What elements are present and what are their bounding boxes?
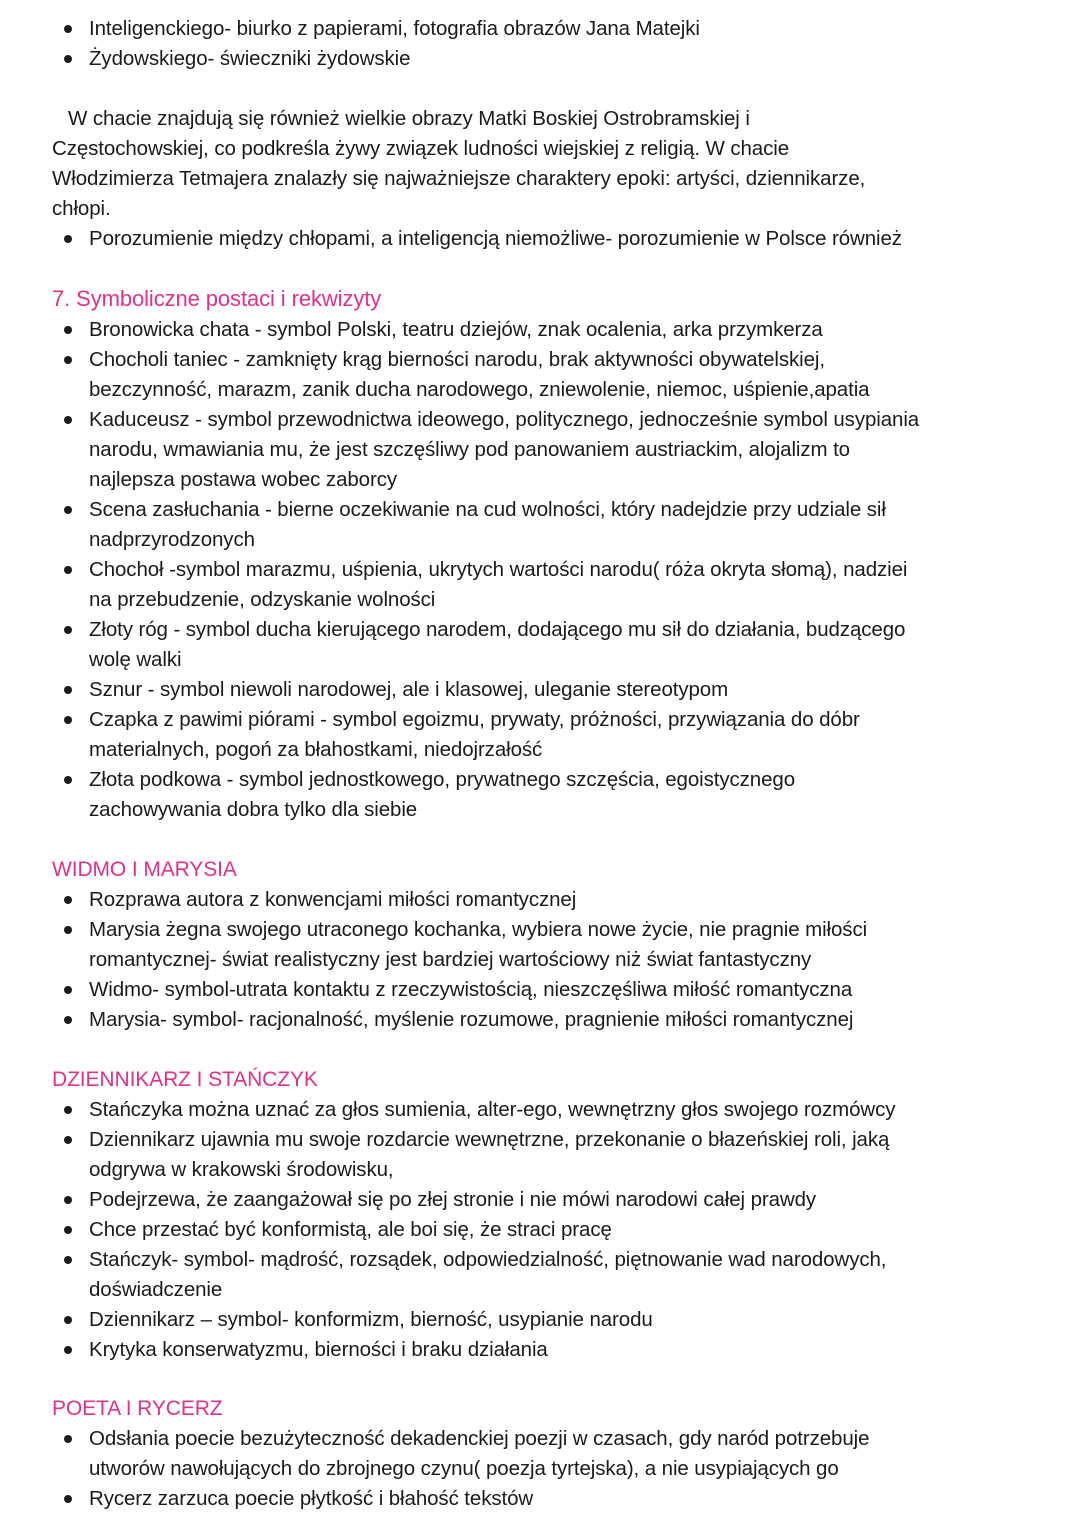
list-item-continuation: odgrywa w krakowski środowisku,	[89, 1158, 394, 1181]
list-item: Złoty róg - symbol ducha kierującego narodem, dodającego mu sił do działania, budzącego	[89, 618, 906, 641]
bullet-icon	[64, 926, 72, 934]
list-item: Odsłania poecie bezużyteczność dekadenckiej poezji w czasach, gdy naród potrzebuje	[89, 1427, 870, 1450]
list-item-continuation: bezczynność, marazm, zanik ducha narodowego, zniewolenie, niemoc, uśpienie,apatia	[89, 378, 870, 401]
list-item-continuation: doświadczenie	[89, 1278, 223, 1301]
paragraph-line: Częstochowskiej, co podkreśla żywy związek ludności wiejskiej z religią. W chacie	[52, 137, 790, 160]
list-item-continuation: najlepsza postawa wobec zaborcy	[89, 468, 397, 491]
list-item: Dziennikarz ujawnia mu swoje rozdarcie wewnętrzne, przekonanie o błazeńskiej roli, jaką	[89, 1128, 890, 1151]
bullet-icon	[64, 356, 72, 364]
list-item: Widmo- symbol-utrata kontaktu z rzeczywistością, nieszczęśliwa miłość romantyczna	[89, 978, 853, 1001]
list-item: Chocholi taniec - zamknięty krąg bierności narodu, brak aktywności obywatelskiej,	[89, 348, 825, 371]
list-item: Marysia- symbol- racjonalność, myślenie rozumowe, pragnienie miłości romantycznej	[89, 1008, 854, 1031]
list-item: Rozprawa autora z konwencjami miłości romantycznej	[89, 888, 577, 911]
list-item: Kaduceusz - symbol przewodnictwa ideowego, politycznego, jednocześnie symbol usypiania	[89, 408, 920, 431]
list-item: Inteligenckiego- biurko z papierami, fotografia obrazów Jana Matejki	[89, 17, 700, 40]
bullet-icon	[64, 55, 72, 63]
bullet-icon	[64, 716, 72, 724]
section-heading: DZIENNIKARZ I STAŃCZYK	[52, 1068, 318, 1091]
list-item: Stańczyk- symbol- mądrość, rozsądek, odpowiedzialność, piętnowanie wad narodowych,	[89, 1248, 887, 1271]
paragraph-line: chłopi.	[52, 197, 111, 220]
list-item-continuation: romantycznej- świat realistyczny jest bardziej wartościowy niż świat fantastyczny	[89, 948, 812, 971]
list-item-continuation: na przebudzenie, odzyskanie wolności	[89, 588, 436, 611]
bullet-icon	[64, 896, 72, 904]
bullet-icon	[64, 1106, 72, 1114]
list-item: Scena zasłuchania - bierne oczekiwanie na cud wolności, który nadejdzie przy udziale sił	[89, 498, 886, 521]
bullet-icon	[64, 1016, 72, 1024]
bullet-icon	[64, 566, 72, 574]
list-item: Porozumienie między chłopami, a inteligencją niemożliwe- porozumienie w Polsce również	[89, 227, 902, 250]
bullet-icon	[64, 506, 72, 514]
bullet-icon	[64, 1226, 72, 1234]
section-heading: POETA I RYCERZ	[52, 1397, 223, 1420]
list-item: Chochoł -symbol marazmu, uśpienia, ukrytych wartości narodu( róża okryta słomą), nadziei	[89, 558, 908, 581]
bullet-icon	[64, 986, 72, 994]
bullet-icon	[64, 416, 72, 424]
list-item-continuation: zachowywania dobra tylko dla siebie	[89, 798, 418, 821]
list-item: Stańczyka można uznać za głos sumienia, alter-ego, wewnętrzny głos swojego rozmówcy	[89, 1098, 896, 1121]
list-item: Chce przestać być konformistą, ale boi się, że straci pracę	[89, 1218, 612, 1241]
list-item: Krytyka konserwatyzmu, bierności i braku działania	[89, 1338, 548, 1361]
list-item-continuation: materialnych, pogoń za błahostkami, niedojrzałość	[89, 738, 543, 761]
list-item: Dziennikarz – symbol- konformizm, bierność, usypianie narodu	[89, 1308, 653, 1331]
list-item-continuation: utworów nawołujących do zbrojnego czynu( poezja tyrtejska), a nie usypiających go	[89, 1457, 839, 1480]
bullet-icon	[64, 776, 72, 784]
bullet-icon	[64, 1256, 72, 1264]
paragraph-line: Włodzimierza Tetmajera znalazły się najważniejsze charaktery epoki: artyści, dziennikarze,	[52, 167, 866, 190]
section-heading: 7. Symboliczne postaci i rekwizyty	[52, 286, 382, 311]
list-item: Marysia żegna swojego utraconego kochanka, wybiera nowe życie, nie pragnie miłości	[89, 918, 868, 941]
bullet-icon	[64, 1196, 72, 1204]
bullet-icon	[64, 235, 72, 243]
list-item-continuation: nadprzyrodzonych	[89, 528, 255, 551]
bullet-icon	[64, 25, 72, 33]
bullet-icon	[64, 1435, 72, 1443]
bullet-icon	[64, 1136, 72, 1144]
bullet-icon	[64, 1316, 72, 1324]
paragraph-line: W chacie znajdują się również wielkie obrazy Matki Boskiej Ostrobramskiej i	[68, 107, 750, 130]
list-item-continuation: narodu, wmawiania mu, że jest szczęśliwy pod panowaniem austriackim, alojalizm to	[89, 438, 850, 461]
bullet-icon	[64, 326, 72, 334]
bullet-icon	[64, 686, 72, 694]
list-item: Bronowicka chata - symbol Polski, teatru dziejów, znak ocalenia, arka przymkerza	[89, 318, 823, 341]
list-item: Rycerz zarzuca poecie płytkość i błahość tekstów	[89, 1487, 534, 1510]
bullet-icon	[64, 1495, 72, 1503]
bullet-icon	[64, 1346, 72, 1354]
list-item-continuation: wolę walki	[89, 648, 182, 671]
bullet-icon	[64, 626, 72, 634]
section-heading: WIDMO I MARYSIA	[52, 858, 237, 881]
list-item: Sznur - symbol niewoli narodowej, ale i klasowej, uleganie stereotypom	[89, 678, 729, 701]
list-item: Złota podkowa - symbol jednostkowego, prywatnego szczęścia, egoistycznego	[89, 768, 796, 791]
list-item: Podejrzewa, że zaangażował się po złej stronie i nie mówi narodowi całej prawdy	[89, 1188, 817, 1211]
list-item: Czapka z pawimi piórami - symbol egoizmu, prywaty, próżności, przywiązania do dóbr	[89, 708, 860, 731]
list-item: Żydowskiego- świeczniki żydowskie	[89, 47, 411, 70]
